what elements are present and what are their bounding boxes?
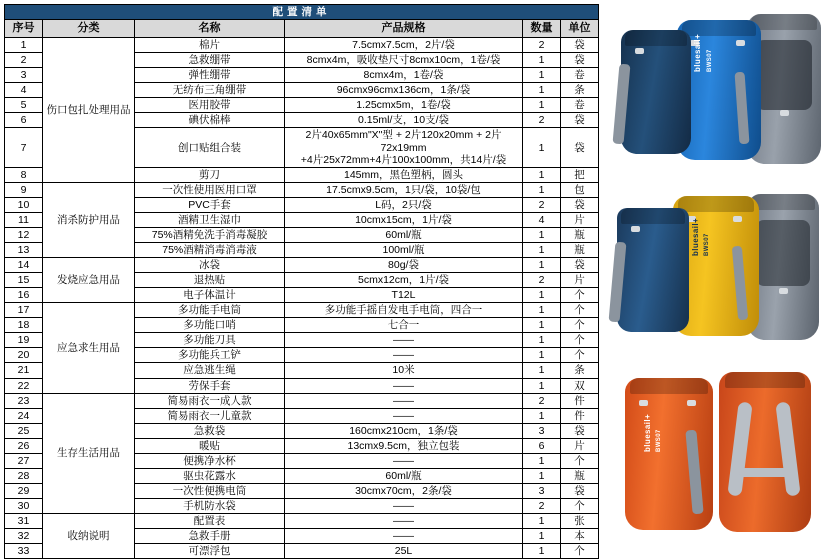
buckle-icon (780, 110, 789, 116)
cell-specification: 2片40x65mm"X"型 + 2片120x20mm + 2片72x19mm +4片25x72mm+4片100x100mm，共14片/袋 (285, 128, 523, 167)
model-label: BWS07 (704, 233, 710, 256)
cell-item-name: 退热贴 (135, 273, 285, 288)
cell-specification: —— (285, 393, 523, 408)
cell-specification: 30cmx70cm，2条/袋 (285, 483, 523, 498)
model-label: BWS07 (656, 429, 662, 452)
brand-label: bluesail+ (643, 413, 652, 452)
roll-top-closure (751, 14, 816, 30)
shoulder-strap (613, 64, 631, 145)
cell-unit: 件 (561, 408, 599, 423)
cell-index: 6 (5, 113, 43, 128)
product-photo-orange (607, 356, 823, 552)
cell-unit: 袋 (561, 38, 599, 53)
backpack-orange-back (719, 372, 811, 532)
buckle-icon (635, 48, 644, 54)
cell-unit: 瓶 (561, 468, 599, 483)
cell-category: 伤口包扎处理用品 (43, 38, 135, 183)
cell-item-name: 棉片 (135, 38, 285, 53)
cell-specification: 8cmx4m，1卷/袋 (285, 68, 523, 83)
roll-top-closure (678, 196, 754, 212)
cell-unit: 条 (561, 363, 599, 378)
cell-specification: 145mm，黑色塑柄，圆头 (285, 167, 523, 182)
cell-item-name: 创口贴组合装 (135, 128, 285, 167)
configuration-table (4, 4, 599, 559)
cell-unit: 个 (561, 303, 599, 318)
page-title: 配置清单 (5, 5, 599, 20)
shoulder-strap (735, 72, 750, 145)
cell-quantity: 1 (523, 333, 561, 348)
cell-index: 28 (5, 468, 43, 483)
cell-quantity: 1 (523, 83, 561, 98)
buckle-icon (687, 400, 696, 406)
cell-index: 11 (5, 212, 43, 227)
table-row (5, 514, 599, 529)
cell-quantity: 2 (523, 113, 561, 128)
cell-unit: 张 (561, 514, 599, 529)
cell-specification: T12L (285, 288, 523, 303)
cell-quantity: 1 (523, 544, 561, 559)
cell-specification: —— (285, 333, 523, 348)
cell-unit: 袋 (561, 258, 599, 273)
cell-unit: 个 (561, 333, 599, 348)
cell-specification: 60ml/瓶 (285, 227, 523, 242)
cell-quantity: 1 (523, 318, 561, 333)
buckle-icon (736, 40, 745, 46)
cell-item-name: 弹性绷带 (135, 68, 285, 83)
brand-label: bluesail+ (691, 217, 700, 256)
cell-unit: 片 (561, 273, 599, 288)
cell-item-name: 无纺布三角绷带 (135, 83, 285, 98)
cell-item-name: 暖贴 (135, 438, 285, 453)
cell-unit: 本 (561, 529, 599, 544)
column-header-spec: 产品规格 (285, 20, 523, 38)
table-header-row (5, 20, 599, 38)
cell-quantity: 1 (523, 242, 561, 257)
front-panel (756, 220, 811, 286)
cell-index: 24 (5, 408, 43, 423)
cell-unit: 袋 (561, 113, 599, 128)
cell-item-name: 急救手册 (135, 529, 285, 544)
cell-specification: 1.25cmx5m，1卷/袋 (285, 98, 523, 113)
cell-quantity: 1 (523, 363, 561, 378)
cell-specification: 10cmx15cm，1片/袋 (285, 212, 523, 227)
cell-index: 19 (5, 333, 43, 348)
cell-index: 2 (5, 53, 43, 68)
cell-item-name: 碘伏棉棒 (135, 113, 285, 128)
cell-item-name: 多功能兵工铲 (135, 348, 285, 363)
cell-quantity: 1 (523, 128, 561, 167)
cell-index: 30 (5, 499, 43, 514)
cell-item-name: 多功能手电筒 (135, 303, 285, 318)
roll-top-closure (621, 208, 684, 224)
backpack-orange-front (625, 378, 713, 530)
model-label: BWS07 (707, 49, 713, 72)
cell-unit: 袋 (561, 483, 599, 498)
cell-quantity: 3 (523, 423, 561, 438)
cell-specification: 5cmx12cm，1片/袋 (285, 273, 523, 288)
cell-specification: —— (285, 348, 523, 363)
shoulder-strap (732, 246, 748, 321)
cell-item-name: 简易雨衣一成人款 (135, 393, 285, 408)
column-header-unit: 单位 (561, 20, 599, 38)
cell-item-name: 便携净水杯 (135, 453, 285, 468)
cell-unit: 片 (561, 212, 599, 227)
cell-index: 33 (5, 544, 43, 559)
column-header-category: 分类 (43, 20, 135, 38)
product-photo-blue (607, 4, 823, 176)
cell-specification: 60ml/瓶 (285, 468, 523, 483)
waist-strap (739, 468, 791, 477)
cell-index: 22 (5, 378, 43, 393)
cell-index: 1 (5, 38, 43, 53)
cell-item-name: 急救袋 (135, 423, 285, 438)
cell-quantity: 4 (523, 212, 561, 227)
cell-index: 32 (5, 529, 43, 544)
cell-item-name: 驱虫花露水 (135, 468, 285, 483)
cell-item-name: 简易雨衣一儿童款 (135, 408, 285, 423)
cell-category: 收纳说明 (43, 514, 135, 559)
cell-index: 27 (5, 453, 43, 468)
cell-index: 8 (5, 167, 43, 182)
cell-category: 消杀防护用品 (43, 182, 135, 257)
cell-unit: 个 (561, 318, 599, 333)
cell-quantity: 1 (523, 98, 561, 113)
cell-specification: 10米 (285, 363, 523, 378)
cell-quantity: 1 (523, 468, 561, 483)
cell-unit: 袋 (561, 197, 599, 212)
cell-quantity: 2 (523, 38, 561, 53)
buckle-icon (639, 400, 648, 406)
cell-category: 生存生活用品 (43, 393, 135, 514)
cell-unit: 卷 (561, 98, 599, 113)
cell-item-name: 电子体温计 (135, 288, 285, 303)
cell-category: 发烧应急用品 (43, 258, 135, 303)
cell-quantity: 2 (523, 273, 561, 288)
cell-item-name: 多功能刀具 (135, 333, 285, 348)
roll-top-closure (725, 372, 806, 388)
shoulder-strap (775, 401, 800, 496)
table-title-row (5, 5, 599, 20)
cell-unit: 把 (561, 167, 599, 182)
cell-item-name: 医用胶带 (135, 98, 285, 113)
cell-specification: 96cmx96cmx136cm，1条/袋 (285, 83, 523, 98)
cell-quantity: 1 (523, 258, 561, 273)
cell-unit: 个 (561, 288, 599, 303)
product-photo-pane (601, 0, 829, 559)
cell-index: 5 (5, 98, 43, 113)
table-row (5, 303, 599, 318)
cell-quantity: 1 (523, 227, 561, 242)
cell-unit: 袋 (561, 423, 599, 438)
table-row (5, 182, 599, 197)
product-photo-yellow (607, 182, 823, 350)
cell-quantity: 2 (523, 499, 561, 514)
cell-item-name: 剪刀 (135, 167, 285, 182)
cell-index: 31 (5, 514, 43, 529)
roll-top-closure (630, 378, 707, 394)
cell-category: 应急求生用品 (43, 303, 135, 393)
cell-unit: 个 (561, 453, 599, 468)
cell-item-name: 75%酒精免洗手消毒凝胶 (135, 227, 285, 242)
cell-index: 13 (5, 242, 43, 257)
cell-quantity: 1 (523, 288, 561, 303)
cell-quantity: 3 (523, 483, 561, 498)
cell-specification: L码，2只/袋 (285, 197, 523, 212)
shoulder-strap (727, 401, 752, 496)
roll-top-closure (625, 30, 687, 46)
cell-quantity: 1 (523, 68, 561, 83)
cell-index: 26 (5, 438, 43, 453)
front-panel (756, 40, 812, 110)
cell-item-name: 可漂浮包 (135, 544, 285, 559)
cell-specification: —— (285, 514, 523, 529)
cell-specification: 80g/袋 (285, 258, 523, 273)
cell-item-name: 应急逃生绳 (135, 363, 285, 378)
cell-item-name: 劳保手套 (135, 378, 285, 393)
cell-specification: —— (285, 529, 523, 544)
cell-quantity: 1 (523, 167, 561, 182)
cell-unit: 个 (561, 499, 599, 514)
cell-index: 9 (5, 182, 43, 197)
column-header-name: 名称 (135, 20, 285, 38)
cell-unit: 袋 (561, 53, 599, 68)
cell-specification: 160cmx210cm，1条/袋 (285, 423, 523, 438)
cell-item-name: 一次性使用医用口罩 (135, 182, 285, 197)
cell-specification: 100ml/瓶 (285, 242, 523, 257)
buckle-icon (631, 226, 640, 232)
cell-specification: 8cmx4m，吸收垫尺寸8cmx10cm，1卷/袋 (285, 53, 523, 68)
cell-unit: 个 (561, 544, 599, 559)
table-body (5, 38, 599, 559)
cell-index: 3 (5, 68, 43, 83)
cell-quantity: 6 (523, 438, 561, 453)
roll-top-closure (751, 194, 814, 210)
cell-quantity: 1 (523, 514, 561, 529)
cell-unit: 个 (561, 348, 599, 363)
brand-label: bluesail+ (693, 33, 702, 72)
cell-specification: —— (285, 499, 523, 514)
cell-item-name: 冰袋 (135, 258, 285, 273)
cell-specification: 七合一 (285, 318, 523, 333)
cell-unit: 包 (561, 182, 599, 197)
backpack-navy (621, 30, 691, 154)
cell-specification: —— (285, 453, 523, 468)
cell-unit: 条 (561, 83, 599, 98)
cell-unit: 袋 (561, 128, 599, 167)
table-row (5, 38, 599, 53)
cell-specification: 7.5cmx7.5cm，2片/袋 (285, 38, 523, 53)
cell-quantity: 1 (523, 182, 561, 197)
cell-unit: 双 (561, 378, 599, 393)
cell-index: 15 (5, 273, 43, 288)
cell-index: 20 (5, 348, 43, 363)
buckle-icon (733, 216, 742, 222)
cell-quantity: 1 (523, 453, 561, 468)
cell-quantity: 1 (523, 378, 561, 393)
backpack-navy-2 (617, 208, 689, 332)
cell-unit: 卷 (561, 68, 599, 83)
cell-index: 10 (5, 197, 43, 212)
cell-index: 14 (5, 258, 43, 273)
cell-item-name: 手机防水袋 (135, 499, 285, 514)
cell-quantity: 1 (523, 348, 561, 363)
cell-item-name: 酒精卫生湿巾 (135, 212, 285, 227)
cell-index: 23 (5, 393, 43, 408)
column-header-quantity: 数量 (523, 20, 561, 38)
cell-index: 25 (5, 423, 43, 438)
cell-index: 29 (5, 483, 43, 498)
cell-specification: 17.5cmx9.5cm，1只/袋，10袋/包 (285, 182, 523, 197)
cell-index: 12 (5, 227, 43, 242)
cell-item-name: 75%酒精消毒消毒液 (135, 242, 285, 257)
cell-item-name: 配置表 (135, 514, 285, 529)
shoulder-strap (685, 430, 703, 515)
cell-item-name: 多功能口哨 (135, 318, 285, 333)
cell-quantity: 1 (523, 303, 561, 318)
cell-quantity: 1 (523, 408, 561, 423)
cell-unit: 瓶 (561, 242, 599, 257)
cell-quantity: 2 (523, 197, 561, 212)
cell-quantity: 1 (523, 53, 561, 68)
shoulder-strap (609, 242, 627, 323)
cell-item-name: PVC手套 (135, 197, 285, 212)
cell-specification: 0.15ml/支，10支/袋 (285, 113, 523, 128)
buckle-icon (779, 288, 788, 294)
cell-specification: —— (285, 408, 523, 423)
table-row (5, 258, 599, 273)
cell-index: 17 (5, 303, 43, 318)
cell-index: 16 (5, 288, 43, 303)
cell-index: 4 (5, 83, 43, 98)
column-header-index: 序号 (5, 20, 43, 38)
cell-specification: 多功能手摇自发电手电筒，四合一 (285, 303, 523, 318)
cell-specification: 25L (285, 544, 523, 559)
cell-item-name: 一次性便携电筒 (135, 483, 285, 498)
table-row (5, 393, 599, 408)
cell-index: 18 (5, 318, 43, 333)
cell-unit: 件 (561, 393, 599, 408)
cell-unit: 瓶 (561, 227, 599, 242)
cell-unit: 片 (561, 438, 599, 453)
cell-index: 7 (5, 128, 43, 167)
cell-quantity: 2 (523, 393, 561, 408)
cell-specification: —— (285, 378, 523, 393)
cell-specification: 13cmx9.5cm，独立包装 (285, 438, 523, 453)
cell-quantity: 1 (523, 529, 561, 544)
cell-index: 21 (5, 363, 43, 378)
cell-item-name: 急救绷带 (135, 53, 285, 68)
